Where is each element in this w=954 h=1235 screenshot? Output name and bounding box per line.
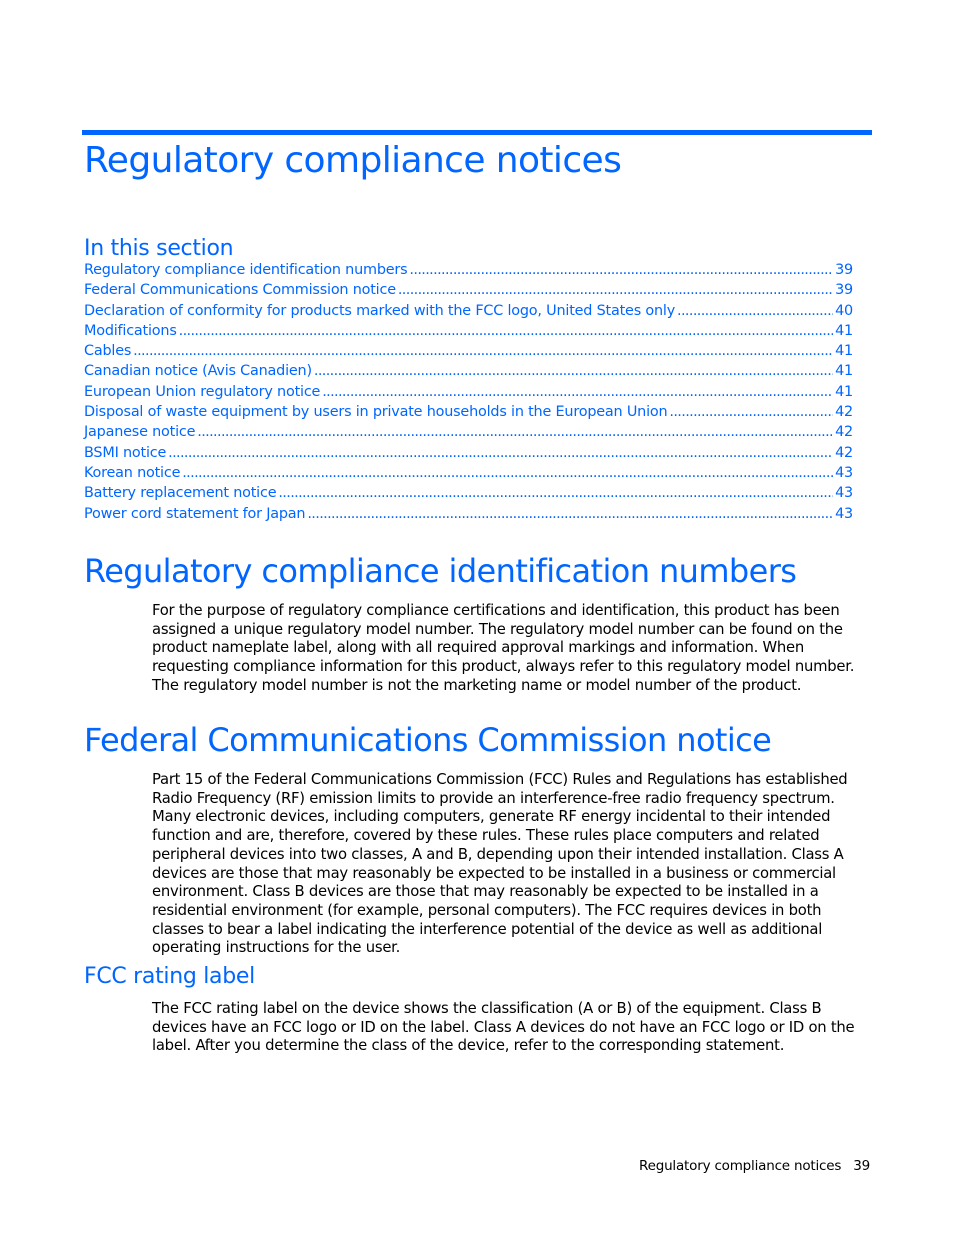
in-this-section-heading: In this section [84, 236, 234, 261]
toc-page-number: 41 [835, 322, 853, 339]
toc-leader [677, 303, 833, 319]
title-rule [82, 130, 872, 135]
toc-leader [398, 282, 833, 298]
toc-entry-title: Canadian notice (Avis Canadien) [84, 363, 312, 380]
toc-page-number: 42 [835, 444, 853, 461]
toc-leader [133, 343, 833, 359]
toc-entry-title: Modifications [84, 322, 177, 339]
toc-page-number: 41 [835, 343, 853, 360]
section-body-fcc-rating-label: The FCC rating label on the device shows the classification (A or B) of the equipment. Class B devices have an FCC logo or ID on the label. Class A devices do not have an FCC logo or ID on the label. After you determine the class of the device, refer to the corresponding statement. [152, 1000, 855, 1055]
toc-entry-power-cord-japan[interactable] [84, 506, 853, 526]
toc-page-number: 42 [835, 424, 853, 441]
footer-chapter-title: Regulatory compliance notices [639, 1158, 842, 1174]
toc-page-number: 39 [835, 282, 853, 299]
toc-entry-title: Japanese notice [84, 424, 196, 441]
toc-page-number: 40 [835, 302, 853, 319]
toc-entry-title: Regulatory compliance identification numbers [84, 262, 408, 278]
toc-entry-cables[interactable] [84, 343, 853, 363]
toc-page-number: 41 [835, 363, 853, 380]
toc-entry-title: European Union regulatory notice [84, 383, 321, 400]
toc-entry-bsmi-notice[interactable] [84, 445, 853, 465]
toc-page-number: 43 [835, 505, 853, 522]
page-title: Regulatory compliance notices [84, 140, 622, 181]
toc-page-number: 43 [835, 464, 853, 481]
toc-entry-title: Power cord statement for Japan [84, 505, 306, 522]
toc-page-number: 43 [835, 485, 853, 502]
toc-entry-battery-replacement[interactable] [84, 485, 853, 505]
toc-leader [278, 485, 833, 501]
page-footer [639, 1158, 870, 1174]
section-heading-fcc-notice: Federal Communications Commission notice [84, 721, 772, 759]
toc-entry-title: Korean notice [84, 464, 181, 481]
toc-entry-title: Declaration of conformity for products marked with the FCC logo, United States only [84, 302, 676, 319]
toc-page-number: 41 [835, 383, 853, 400]
footer-page-number: 39 [853, 1158, 870, 1174]
toc-leader [314, 363, 833, 379]
section-heading-fcc-rating-label: FCC rating label [84, 964, 255, 989]
toc-entry-title: Federal Communications Commission notice [84, 282, 396, 299]
toc-entry-fcc-notice[interactable] [84, 282, 853, 302]
table-of-contents [84, 262, 853, 526]
toc-leader [409, 262, 833, 278]
toc-leader [322, 384, 833, 400]
toc-leader [168, 445, 833, 461]
section-heading-id-numbers: Regulatory compliance identification numbers [84, 552, 797, 590]
toc-entry-title: Battery replacement notice [84, 485, 277, 502]
toc-leader [669, 404, 833, 420]
toc-entry-modifications[interactable] [84, 323, 853, 343]
toc-page-number: 42 [835, 404, 853, 421]
toc-leader [182, 465, 833, 481]
toc-leader [197, 424, 833, 440]
toc-entry-eu-regulatory-notice[interactable] [84, 384, 853, 404]
toc-page-number: 39 [835, 262, 853, 278]
toc-entry-title: Disposal of waste equipment by users in private households in the European Union [84, 404, 668, 421]
toc-leader [307, 506, 833, 522]
section-body-fcc-notice: Part 15 of the Federal Communications Commission (FCC) Rules and Regulations has established Radio Frequency (RF) emission limits to provide an interference-free radio frequency spectrum. Many electronic devices, including computers, generate RF energy incidental to their intended function and are, therefore, covered by these rules. These rules place computers and related peripheral devices into two classes, A and B, depending upon their intended installation. Class A devices are those that may reasonably be expected to be installed in a business or commercial environment. Class B devices are those that may reasonably be expected to be installed in a residential environment (for example, personal computers). The FCC requires devices in both classes to bear a label indicating the interference potential of the device as well as additional operating instructions for the user. [152, 771, 848, 957]
toc-entry-japanese-notice[interactable] [84, 424, 853, 444]
toc-entry-title: BSMI notice [84, 444, 167, 461]
toc-entry-title: Cables [84, 343, 132, 360]
toc-entry-id-numbers[interactable] [84, 262, 853, 282]
section-body-id-numbers: For the purpose of regulatory compliance certifications and identification, this product has been assigned a unique regulatory model number. The regulatory model number can be found on the product nameplate label, along with all required approval markings and information. When requesting compliance information for this product, always refer to this regulatory model number. The regulatory model number is not the marketing name or model number of the product. [152, 602, 855, 694]
toc-entry-waste-disposal[interactable] [84, 404, 853, 424]
toc-entry-declaration-of-conformity[interactable] [84, 303, 853, 323]
toc-leader [179, 323, 833, 339]
toc-entry-canadian-notice[interactable] [84, 363, 853, 383]
toc-entry-korean-notice[interactable] [84, 465, 853, 485]
